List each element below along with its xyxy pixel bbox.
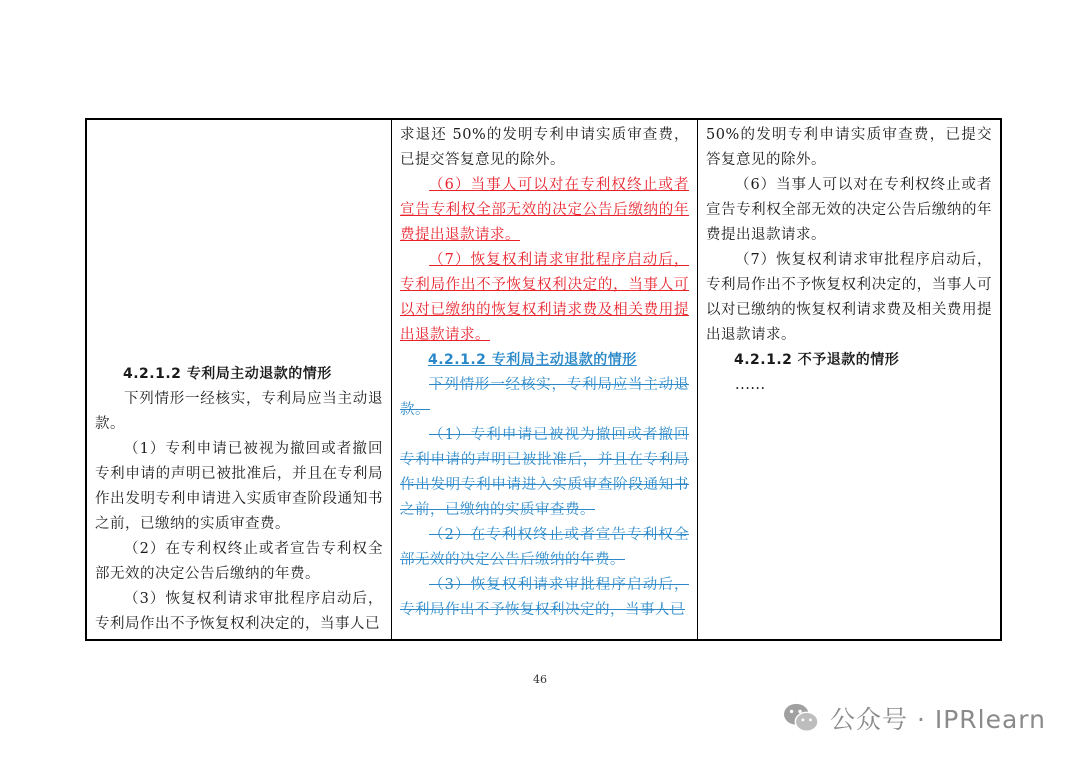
- column-revision-marked: [392, 120, 698, 639]
- section-heading: 4.2.1.2 专利局主动退款的情形: [123, 366, 332, 382]
- section-heading: 4.2.1.2 不予退款的情形: [734, 352, 900, 368]
- deleted-text: （2）在专利权终止或者宣告专利权全部无效的决定公告后缴纳的年费。: [400, 527, 689, 568]
- paragraph: 下列情形一经核实，专利局应当主动退款。: [95, 391, 383, 432]
- paragraph: （3）恢复权利请求审批程序启动后，专利局作出不予恢复权利决定的，当事人已: [95, 591, 383, 632]
- column-revision-text: [400, 123, 689, 623]
- inserted-text: （6）当事人可以对在专利权终止或者宣告专利权全部无效的决定公告后缴纳的年费提出退款请求。: [400, 177, 689, 243]
- deleted-text: 下列情形一经核实，专利局应当主动退款。: [400, 377, 689, 418]
- column-original: [87, 120, 392, 639]
- deleted-text: （3）恢复权利请求审批程序启动后，专利局作出不予恢复权利决定的，当事人已: [400, 577, 689, 618]
- deleted-text: （1）专利申请已被视为撤回或者撤回专利申请的声明已被批准后，并且在专利局作出发明专利申请进入实质审查阶段通知书之前，已缴纳的实质审查费。: [400, 427, 689, 518]
- paragraph: （2）在专利权终止或者宣告专利权全部无效的决定公告后缴纳的年费。: [95, 541, 383, 582]
- page-number: 46: [533, 673, 547, 686]
- watermark-text: 公众号 · IPRlearn: [830, 705, 1046, 734]
- inserted-text: （7）恢复权利请求审批程序启动后，专利局作出不予恢复权利决定的，当事人可以对已缴纳的恢复权利请求费及相关费用提出退款请求。: [400, 252, 689, 343]
- paragraph: （7）恢复权利请求审批程序启动后，专利局作出不予恢复权利决定的，当事人可以对已缴纳的恢复权利请求费及相关费用提出退款请求。: [706, 252, 992, 343]
- column-revised: [698, 120, 1000, 639]
- paragraph: （1）专利申请已被视为撤回或者撤回专利申请的声明已被批准后，并且在专利局作出发明专利申请进入实质审查阶段通知书之前，已缴纳的实质审查费。: [95, 441, 383, 532]
- paragraph: 求退还 50%的发明专利申请实质审查费，已提交答复意见的除外。: [400, 127, 689, 168]
- deleted-heading: 4.2.1.2 专利局主动退款的情形: [428, 352, 637, 368]
- watermark: [782, 700, 1046, 736]
- comparison-table: [85, 118, 1002, 641]
- column-revised-text: [706, 123, 992, 398]
- column-original-text: [95, 362, 383, 637]
- paragraph: 50%的发明专利申请实质审查费，已提交答复意见的除外。: [706, 127, 992, 168]
- paragraph: （6）当事人可以对在专利权终止或者宣告专利权全部无效的决定公告后缴纳的年费提出退款请求。: [706, 177, 992, 243]
- wechat-icon: [782, 701, 820, 735]
- ellipsis: ......: [735, 377, 766, 393]
